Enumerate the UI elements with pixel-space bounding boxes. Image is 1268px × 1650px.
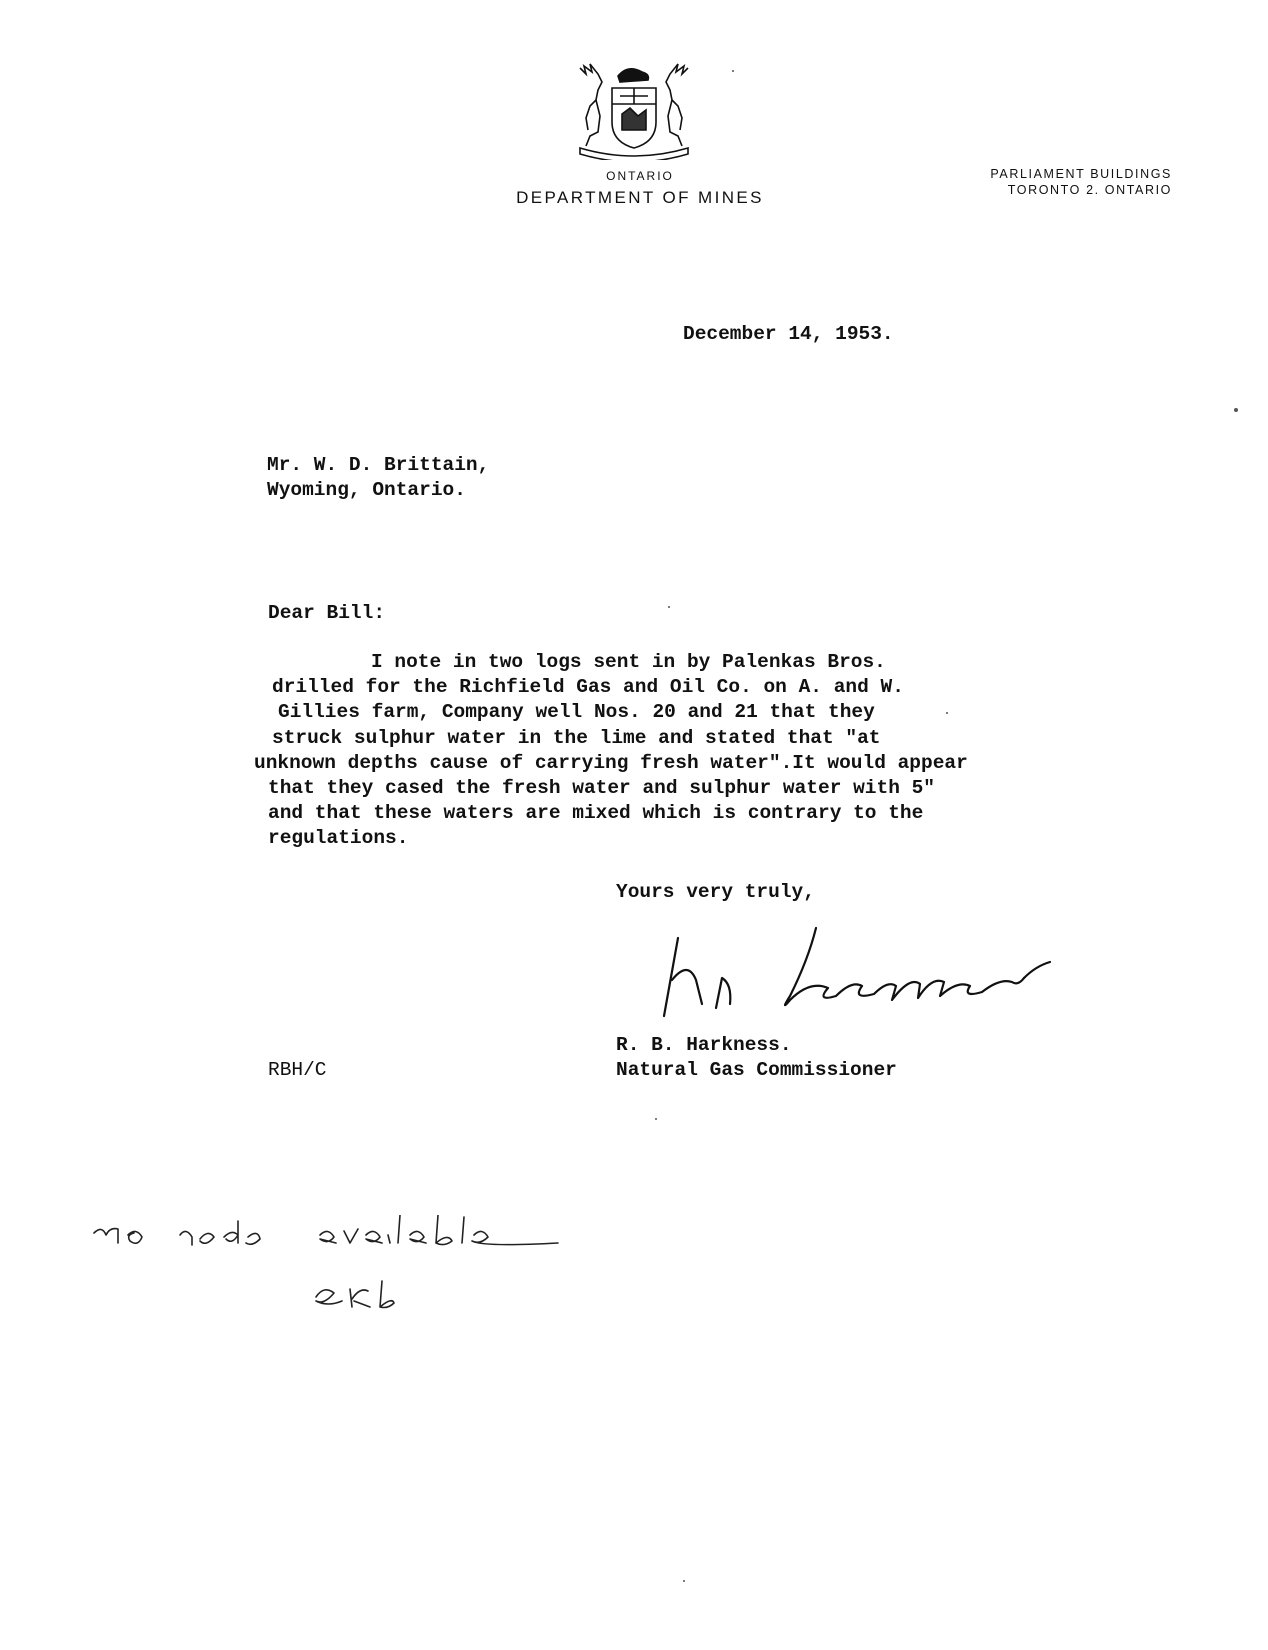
body-line: I note in two logs sent in by Palenkas Bros.	[371, 651, 886, 673]
body-line: and that these waters are mixed which is contrary to the	[268, 802, 924, 824]
scan-speck	[655, 1118, 657, 1120]
ontario-coat-of-arms-icon	[572, 60, 696, 160]
letterhead-department: DEPARTMENT OF MINES	[516, 188, 764, 207]
signer-title: Natural Gas Commissioner	[616, 1059, 897, 1081]
scan-speck	[732, 70, 734, 72]
scan-speck	[683, 1580, 685, 1582]
recipient-location: Wyoming, Ontario.	[267, 479, 466, 501]
closing: Yours very truly,	[616, 881, 815, 903]
body-line: Gillies farm, Company well Nos. 20 and 21 that they	[278, 701, 875, 723]
scan-speck	[668, 606, 670, 608]
body-line: struck sulphur water in the lime and stated that "at	[272, 727, 881, 749]
handwritten-note	[88, 1215, 628, 1330]
body-line: regulations.	[268, 827, 409, 849]
signer-name: R. B. Harkness.	[616, 1034, 792, 1056]
body-line: drilled for the Richfield Gas and Oil Co. on A. and W.	[272, 676, 904, 698]
letterhead-province: ONTARIO	[606, 169, 674, 183]
scan-speck	[1234, 408, 1238, 412]
body-line: that they cased the fresh water and sulphur water with 5"	[268, 777, 936, 799]
salutation: Dear Bill:	[268, 602, 386, 624]
body-line: unknown depths cause of carrying fresh water".It would appear	[254, 752, 968, 774]
letter-date: December 14, 1953.	[683, 323, 894, 345]
recipient-name: Mr. W. D. Brittain,	[267, 454, 490, 476]
letterhead-address-line2: TORONTO 2. ONTARIO	[1007, 183, 1172, 197]
letterhead-address-line1: PARLIAMENT BUILDINGS	[990, 167, 1172, 181]
handwritten-signature	[640, 920, 1080, 1030]
scan-speck	[946, 712, 948, 714]
reference-initials: RBH/C	[268, 1059, 327, 1081]
